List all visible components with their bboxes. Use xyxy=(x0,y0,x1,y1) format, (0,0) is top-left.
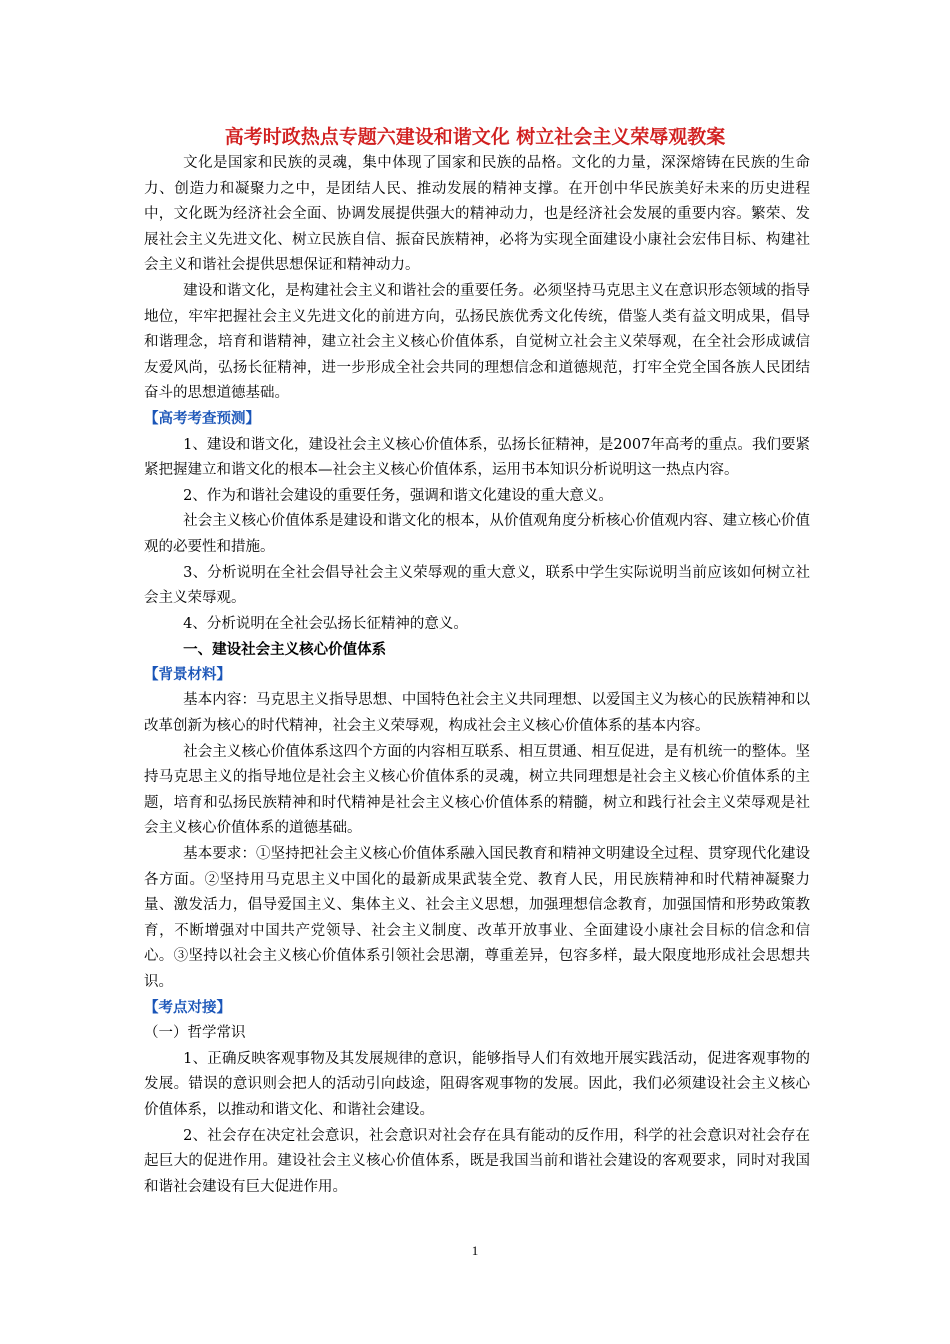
subsection-heading: 一、建设社会主义核心价值体系 xyxy=(183,641,387,659)
paragraph: 文化是国家和民族的灵魂，集中体现了国家和民族的品格。文化的力量，深深熔铸在民族的生命力、创造力和凝聚力之中，是团结人民、推动发展的精神支撑。在开创中华民族美好未来的历史进程中，文化既为经济社会全面、协调发展提供强大的精神动力，也是经济社会发展的重要内容。繁荣、发展社会主义先进文化、树立民族自信、振奋民族精神，必将为实现全面建设小康社会宏伟目标、构建社会主义和谐社会提供思想保证和精神动力。 xyxy=(144,155,810,274)
paragraph: 社会主义核心价值体系是建设和谐文化的根本，从价值观角度分析核心价值观内容、建立核心价值观的必要性和措施。 xyxy=(144,513,810,555)
paragraph: 建设和谐文化，是构建社会主义和谐社会的重要任务。必须坚持马克思主义在意识形态领域的指导地位，牢牢把握社会主义先进文化的前进方向，弘扬民族优秀文化传统，借鉴人类有益文明成果，倡导和谐理念，培育和谐精神，建立社会主义核心价值体系，自觉树立社会主义荣辱观，在全社会形成诚信友爱风尚，弘扬长征精神，进一步形成全社会共同的理想信念和道德规范，打牢全党全国各族人民团结奋斗的思想道德基础。 xyxy=(144,282,810,402)
paragraph: 社会主义核心价值体系这四个方面的内容相互联系、相互贯通、相互促进，是有机统一的整体。坚持马克思主义的指导地位是社会主义核心价值体系的灵魂，树立共同理想是社会主义核心价值体系的主题，培育和弘扬民族精神和时代精神是社会主义核心价值体系的精髓，树立和践行社会主义荣辱观是社会主义核心价值体系的道德基础。 xyxy=(144,743,810,837)
paragraph: 3、分析说明在全社会倡导社会主义荣辱观的重大意义，联系中学生实际说明当前应该如何树立社会主义荣辱观。 xyxy=(144,564,810,607)
paragraph: 2、社会存在决定社会意识，社会意识对社会存在具有能动的反作用，科学的社会意识对社会存在起巨大的促进作用。建设社会主义核心价值体系，既是我国当前和谐社会建设的客观要求，同时对我国和谐社会建设有巨大促进作用。 xyxy=(144,1127,810,1195)
paragraph: 1、建设和谐文化，建设社会主义核心价值体系，弘扬长征精神，是2007年高考的重点。我们要紧紧把握建立和谐文化的根本—社会主义核心价值体系，运用书本知识分析说明这一热点内容。 xyxy=(144,436,810,479)
section-heading-exam-points: 【考点对接】 xyxy=(144,999,231,1016)
document-title: 高考时政热点专题六建设和谐文化 树立社会主义荣辱观教案 xyxy=(224,126,726,148)
paragraph: 4、分析说明在全社会弘扬长征精神的意义。 xyxy=(183,615,468,632)
section-heading-background: 【背景材料】 xyxy=(144,666,231,683)
paragraph: 1、正确反映客观事物及其发展规律的意识，能够指导人们有效地开展实践活动，促进客观事物的发展。错误的意识则会把人的活动引向歧途，阻碍客观事物的发展。因此，我们必须建设社会主义核心价值体系，以推动和谐文化、和谐社会建设。 xyxy=(144,1050,810,1118)
section-heading-exam-forecast: 【高考考查预测】 xyxy=(144,410,260,427)
paragraph: 基本内容：马克思主义指导思想、中国特色社会主义共同理想、以爱国主义为核心的民族精神和以改革创新为核心的时代精神，社会主义荣辱观，构成社会主义核心价值体系的基本内容。 xyxy=(144,692,810,735)
page-number: 1 xyxy=(471,1243,479,1258)
paragraph: 基本要求：①坚持把社会主义核心价值体系融入国民教育和精神文明建设全过程、贯穿现代化建设各方面。②坚持用马克思主义中国化的最新成果武装全党、教育人民，用民族精神和时代精神凝聚力量、激发活力，倡导爱国主义、集体主义、社会主义思想，加强理想信念教育，加强国情和形势政策教育，不断增强对中国共产党领导、社会主义制度、改革开放事业、全面建设小康社会目标的信念和信心。③坚持以社会主义核心价值体系引领社会思潮，尊重差异，包容多样，最大限度地形成社会思想共识。 xyxy=(144,846,810,990)
paragraph: 2、作为和谐社会建设的重要任务，强调和谐文化建设的重大意义。 xyxy=(183,487,613,504)
document-body xyxy=(144,151,810,1200)
list-label: （一）哲学常识 xyxy=(144,1025,246,1042)
